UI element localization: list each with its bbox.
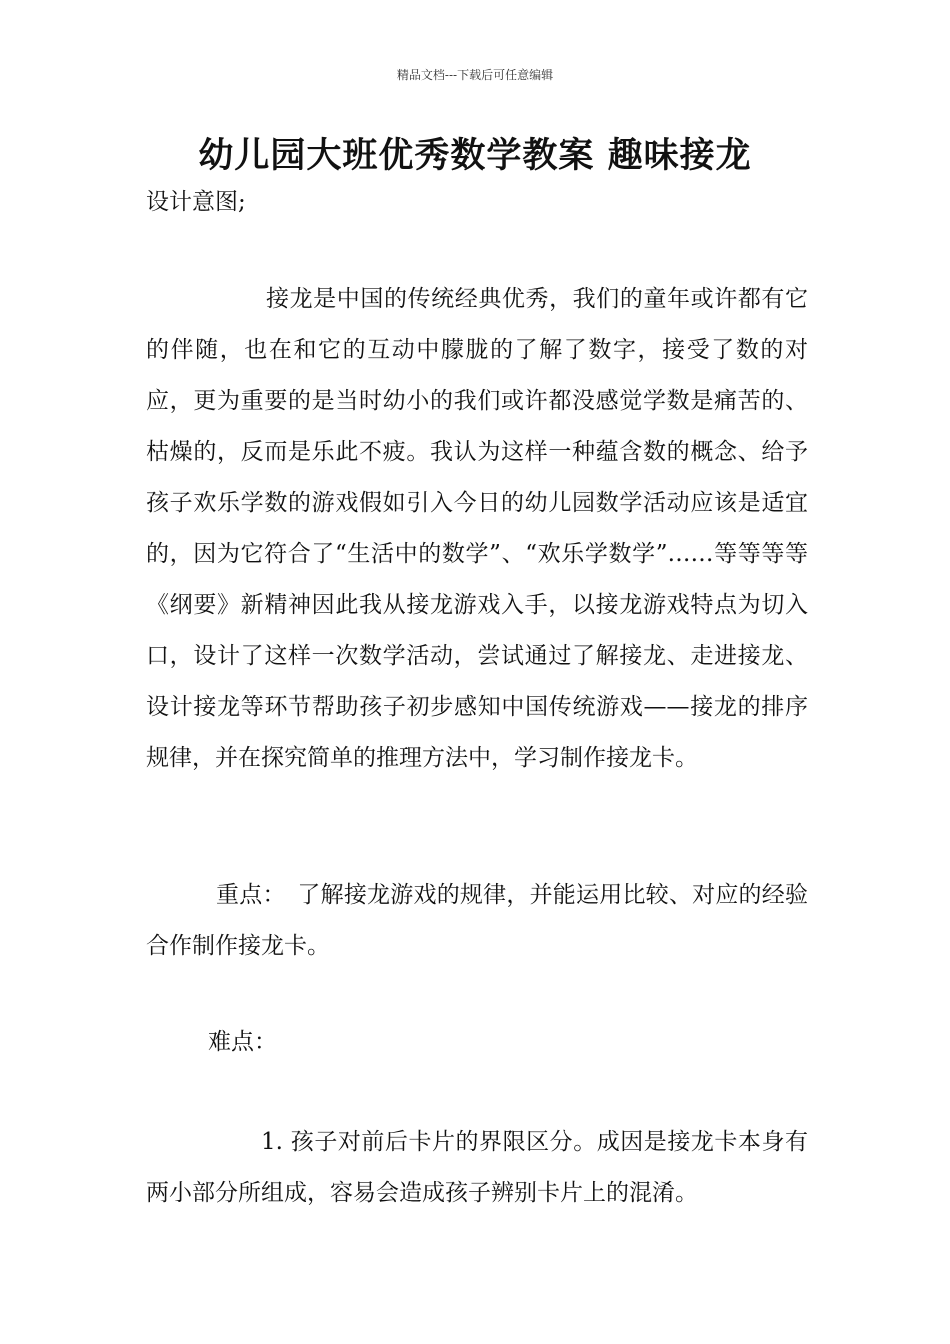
difficulty-label: 难点： — [208, 1029, 277, 1055]
focus-paragraph: 重点： 了解接龙游戏的规律，并能运用比较、对应的经验合作制作接龙卡。 — [146, 882, 808, 959]
design-intent-paragraph: 接龙是中国的传统经典优秀，我们的童年或许都有它的伴随，也在和它的互动中朦胧的了解了数字，接受了数的对应，更为重要的是当时幼小的我们或许都没感觉学数是痛苦的、枯燥的，反而是乐此不疲。我认为这样一种蕴含数的概念、给予孩子欢乐学数的游戏假如引入今日的幼儿园数学活动应该是适宜的，因为它符合了“生活中的数学”、“欢乐学数学”……等等等等《纲要》新精神因此我从接龙游戏入手，以接龙游戏特点为切入口，设计了这样一次数学活动，尝试通过了解接龙、走进接龙、设计接龙等环节帮助孩子初步感知中国传统游戏——接龙的排序规律，并在探究简单的推理方法中，学习制作接龙卡。 — [146, 286, 808, 771]
difficulty-item-1: 1. 孩子对前后卡片的界限区分。成因是接龙卡本身有两小部分所组成，容易会造成孩子辨别卡片上的混淆。 — [146, 1129, 808, 1206]
document-title: 幼儿园大班优秀数学教案 趣味接龙 — [198, 136, 752, 176]
header-note: 精品文档---下载后可任意编辑 — [396, 68, 554, 82]
design-intent-label: 设计意图; — [146, 189, 246, 215]
